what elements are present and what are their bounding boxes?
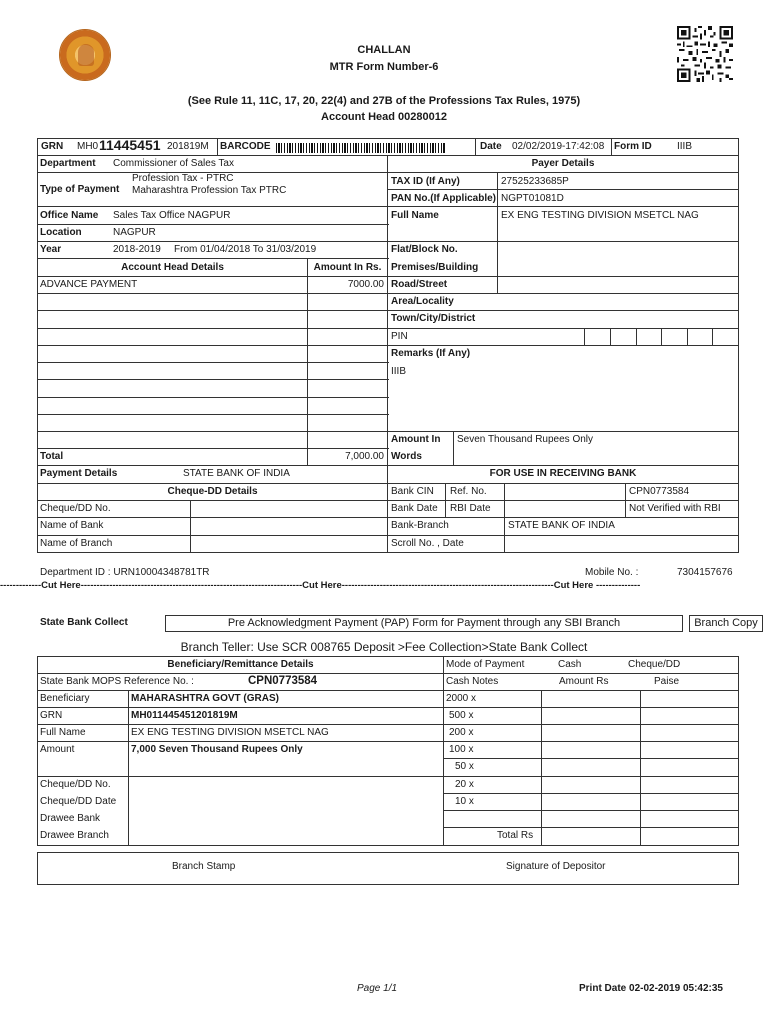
cheque-dd-date-label: Cheque/DD Date bbox=[40, 796, 117, 807]
grn-suffix: 201819M bbox=[167, 141, 209, 152]
cheque-dd-no-label: Cheque/DD No. bbox=[40, 503, 111, 514]
advance-payment-label: ADVANCE PAYMENT bbox=[40, 279, 138, 290]
branch-teller-instructions: Branch Teller: Use SCR 008765 Deposit >Fee Collection>State Bank Collect bbox=[180, 640, 588, 654]
note-100: 100 x bbox=[449, 744, 474, 755]
tax-id-label: TAX ID (If Any) bbox=[391, 176, 460, 187]
stamp-signature-box bbox=[37, 852, 739, 885]
note-20: 20 x bbox=[455, 779, 474, 790]
amount-rs-label: Amount Rs bbox=[559, 676, 609, 687]
bank-cin-label: Bank CIN bbox=[391, 486, 434, 497]
for-use-in-receiving-bank: FOR USE IN RECEIVING BANK bbox=[489, 468, 637, 479]
full-name-value: EX ENG TESTING DIVISION MSETCL NAG bbox=[501, 210, 699, 221]
year-label: Year bbox=[40, 244, 62, 255]
amount-in-rs-header: Amount In Rs. bbox=[313, 262, 382, 273]
signature-of-depositor-label: Signature of Depositor bbox=[506, 861, 606, 872]
type-of-payment-value-1: Profession Tax - PTRC bbox=[132, 173, 234, 184]
ref-no-label: Ref. No. bbox=[450, 486, 487, 497]
sbi-amount-label: Amount bbox=[40, 744, 75, 755]
office-name-label: Office Name bbox=[40, 210, 99, 221]
beneficiary-label: Beneficiary bbox=[40, 693, 90, 704]
note-50: 50 x bbox=[455, 761, 474, 772]
account-head: Account Head 00280012 bbox=[321, 111, 447, 123]
tax-id-value: 27525233685P bbox=[501, 176, 569, 187]
drawee-branch-label: Drawee Branch bbox=[40, 830, 109, 841]
page-number: Page 1/1 bbox=[357, 983, 398, 994]
year-period: From 01/04/2018 To 31/03/2019 bbox=[174, 244, 317, 255]
cash-notes-label: Cash Notes bbox=[446, 676, 499, 687]
mops-reference-value: CPN0773584 bbox=[248, 675, 318, 687]
barcode-label: BARCODE bbox=[220, 141, 271, 152]
remarks-label: Remarks (If Any) bbox=[391, 348, 471, 359]
cheque-dd-no-label-sbi: Cheque/DD No. bbox=[40, 779, 111, 790]
date-value: 02/02/2019-17:42:08 bbox=[512, 141, 605, 152]
beneficiary-remittance-header: Beneficiary/Remittance Details bbox=[167, 659, 314, 670]
town-city-district-label: Town/City/District bbox=[391, 313, 476, 324]
pin-label: PIN bbox=[391, 331, 408, 342]
state-bank-collect-label: State Bank Collect bbox=[40, 617, 128, 628]
rbi-date-label: RBI Date bbox=[450, 503, 491, 514]
full-name-label: Full Name bbox=[391, 210, 439, 221]
branch-stamp-label: Branch Stamp bbox=[172, 861, 236, 872]
note-10: 10 x bbox=[455, 796, 474, 807]
grn-number: 11445451 bbox=[99, 137, 161, 153]
department-label: Department bbox=[40, 158, 96, 169]
payer-details-header: Payer Details bbox=[531, 158, 595, 169]
bank-branch-label: Bank-Branch bbox=[391, 520, 449, 531]
rule-reference: (See Rule 11, 11C, 17, 20, 22(4) and 27B of the Professions Tax Rules, 1975) bbox=[187, 95, 581, 107]
sbi-full-name-value: EX ENG TESTING DIVISION MSETCL NAG bbox=[131, 727, 329, 738]
words-label: Words bbox=[391, 451, 422, 462]
payment-bank: STATE BANK OF INDIA bbox=[183, 468, 290, 479]
note-200: 200 x bbox=[449, 727, 474, 738]
note-500: 500 x bbox=[449, 710, 474, 721]
grn-label: GRN bbox=[41, 141, 64, 152]
amount-in-words-value: Seven Thousand Rupees Only bbox=[457, 434, 594, 445]
mops-reference-label: State Bank MOPS Reference No. : bbox=[40, 676, 194, 687]
pan-label: PAN No.(If Applicable) bbox=[391, 193, 496, 204]
total-label: Total bbox=[40, 451, 64, 462]
name-of-branch-label: Name of Branch bbox=[40, 538, 113, 549]
barcode-image bbox=[276, 143, 446, 153]
advance-payment-amount: 7000.00 bbox=[347, 279, 384, 290]
year-value: 2018-2019 bbox=[113, 244, 161, 255]
mobile-value: 7304157676 bbox=[677, 567, 733, 578]
bank-date-label: Bank Date bbox=[391, 503, 438, 514]
form-name: MTR Form Number-6 bbox=[329, 61, 439, 73]
cash-label: Cash bbox=[558, 659, 582, 670]
type-of-payment-value-2: Maharashtra Profession Tax PTRC bbox=[132, 185, 287, 196]
paise-label: Paise bbox=[654, 676, 680, 687]
department-value: Commissioner of Sales Tax bbox=[113, 158, 234, 169]
rbi-verification-status: Not Verified with RBI bbox=[629, 503, 721, 514]
remarks-value: IIIB bbox=[391, 366, 407, 377]
type-of-payment-label: Type of Payment bbox=[40, 184, 120, 195]
note-2000: 2000 x bbox=[446, 693, 477, 704]
road-street-label: Road/Street bbox=[391, 279, 448, 290]
name-of-bank-label: Name of Bank bbox=[40, 520, 104, 531]
bank-branch-value: STATE BANK OF INDIA bbox=[508, 520, 615, 531]
branch-copy-label: Branch Copy bbox=[694, 617, 758, 629]
print-date: Print Date 02-02-2019 05:42:35 bbox=[579, 983, 723, 994]
location-label: Location bbox=[40, 227, 82, 238]
form-id-value: IIIB bbox=[677, 141, 693, 152]
mobile-label: Mobile No. : bbox=[585, 567, 639, 578]
scroll-no-date-label: Scroll No. , Date bbox=[391, 538, 464, 549]
date-label: Date bbox=[480, 141, 502, 152]
cheque-dd-details-header: Cheque-DD Details bbox=[167, 486, 258, 497]
qr-code-icon bbox=[676, 26, 734, 82]
sbi-full-name-label: Full Name bbox=[40, 727, 86, 738]
area-locality-label: Area/Locality bbox=[391, 296, 454, 307]
office-name-value: Sales Tax Office NAGPUR bbox=[113, 210, 231, 221]
grn-prefix: MH0 bbox=[77, 141, 99, 152]
department-id: Department ID : URN10004348781TR bbox=[40, 567, 210, 578]
cheque-dd-label: Cheque/DD bbox=[628, 659, 681, 670]
account-head-details-header: Account Head Details bbox=[121, 262, 224, 273]
total-rs-label: Total Rs bbox=[497, 830, 534, 841]
pan-value: NGPT01081D bbox=[501, 193, 564, 204]
sbi-grn-value: MH011445451201819M bbox=[131, 710, 238, 721]
maharashtra-seal-logo bbox=[59, 29, 111, 81]
payment-details-label: Payment Details bbox=[40, 468, 118, 479]
sbi-grn-label: GRN bbox=[40, 710, 63, 721]
challan-title: CHALLAN bbox=[357, 44, 411, 56]
mode-of-payment-label: Mode of Payment bbox=[446, 659, 525, 670]
ref-no-value: CPN0773584 bbox=[629, 486, 690, 497]
location-value: NAGPUR bbox=[113, 227, 156, 238]
drawee-bank-label: Drawee Bank bbox=[40, 813, 101, 824]
flat-block-label: Flat/Block No. bbox=[391, 244, 458, 255]
beneficiary-value: MAHARASHTRA GOVT (GRAS) bbox=[131, 693, 279, 704]
total-value: 7,000.00 bbox=[345, 451, 384, 462]
premises-building-label: Premises/Building bbox=[391, 262, 479, 273]
cut-here-line: -------------Cut Here----------------------------------------------------------------------Cut Here-------------------------------------------------------------------Cut Here -------------- bbox=[0, 580, 641, 591]
amount-in-label: Amount In bbox=[391, 434, 441, 445]
sbi-amount-value: 7,000 Seven Thousand Rupees Only bbox=[131, 744, 303, 755]
form-id-label: Form ID bbox=[614, 141, 652, 152]
pap-form-title: Pre Acknowledgment Payment (PAP) Form for Payment through any SBI Branch bbox=[227, 617, 621, 629]
